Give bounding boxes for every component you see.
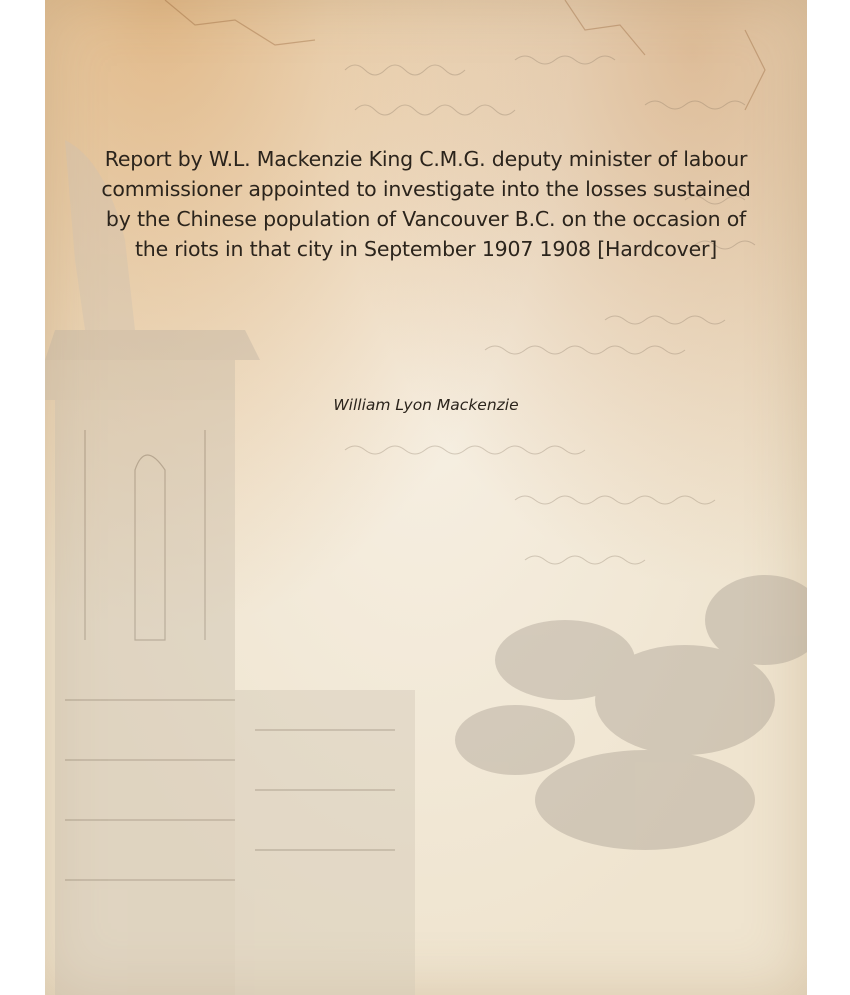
- landscape-sketch: [455, 575, 807, 850]
- book-cover: [45, 0, 807, 995]
- book-title: Report by W.L. Mackenzie King C.M.G. deputy minister of labour commissioner appointed to investigate into the losses sustained by the Chinese population of Vancouver B.C. on the occasion of the riots in that city in September 1907 1908 [Hardcover]: [101, 147, 751, 261]
- book-author: William Lyon Mackenzie: [333, 396, 519, 414]
- age-cracks: [165, 0, 765, 110]
- handwriting-scribbles: [345, 56, 755, 564]
- tower-sketch: [45, 140, 415, 995]
